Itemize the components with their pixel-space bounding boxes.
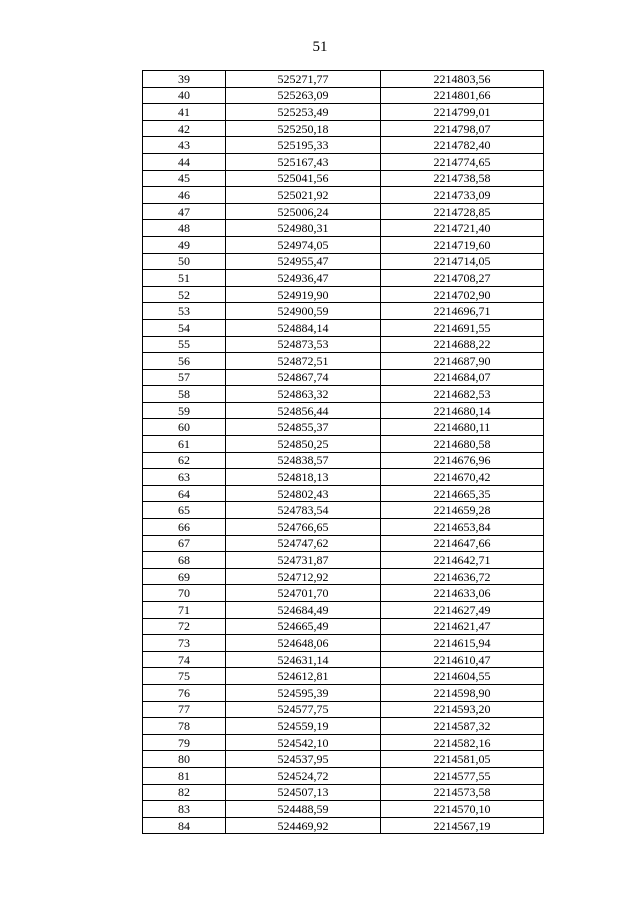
table-row bbox=[143, 386, 544, 403]
table-row bbox=[143, 502, 544, 519]
point-number-cell: 43 bbox=[143, 137, 226, 154]
point-number-cell: 66 bbox=[143, 519, 226, 536]
table-row bbox=[143, 651, 544, 668]
point-number-cell: 75 bbox=[143, 668, 226, 685]
y-coordinate-cell: 2214604,55 bbox=[381, 668, 544, 685]
y-coordinate-cell: 2214714,05 bbox=[381, 253, 544, 270]
y-coordinate-cell: 2214684,07 bbox=[381, 369, 544, 386]
y-coordinate-cell: 2214702,90 bbox=[381, 286, 544, 303]
y-coordinate-cell: 2214719,60 bbox=[381, 236, 544, 253]
y-coordinate-cell: 2214598,90 bbox=[381, 684, 544, 701]
y-coordinate-cell: 2214680,11 bbox=[381, 419, 544, 436]
point-number-cell: 49 bbox=[143, 236, 226, 253]
point-number-cell: 55 bbox=[143, 336, 226, 353]
point-number-cell: 46 bbox=[143, 187, 226, 204]
point-number-cell: 71 bbox=[143, 602, 226, 619]
x-coordinate-cell: 525253,49 bbox=[226, 104, 381, 121]
table-row bbox=[143, 767, 544, 784]
y-coordinate-cell: 2214587,32 bbox=[381, 718, 544, 735]
y-coordinate-cell: 2214782,40 bbox=[381, 137, 544, 154]
point-number-cell: 57 bbox=[143, 369, 226, 386]
table-row bbox=[143, 519, 544, 536]
table-row bbox=[143, 170, 544, 187]
point-number-cell: 59 bbox=[143, 402, 226, 419]
point-number-cell: 50 bbox=[143, 253, 226, 270]
table-row bbox=[143, 568, 544, 585]
table-row bbox=[143, 270, 544, 287]
x-coordinate-cell: 524980,31 bbox=[226, 220, 381, 237]
coordinates-table bbox=[142, 70, 544, 834]
page-number: 51 bbox=[312, 39, 328, 55]
x-coordinate-cell: 524524,72 bbox=[226, 767, 381, 784]
table-row bbox=[143, 718, 544, 735]
point-number-cell: 45 bbox=[143, 170, 226, 187]
y-coordinate-cell: 2214642,71 bbox=[381, 552, 544, 569]
table-row bbox=[143, 253, 544, 270]
point-number-cell: 60 bbox=[143, 419, 226, 436]
table-row bbox=[143, 220, 544, 237]
y-coordinate-cell: 2214680,14 bbox=[381, 402, 544, 419]
coordinates-table-body bbox=[143, 71, 544, 834]
y-coordinate-cell: 2214676,96 bbox=[381, 452, 544, 469]
y-coordinate-cell: 2214799,01 bbox=[381, 104, 544, 121]
x-coordinate-cell: 524867,74 bbox=[226, 369, 381, 386]
x-coordinate-cell: 524559,19 bbox=[226, 718, 381, 735]
x-coordinate-cell: 524631,14 bbox=[226, 651, 381, 668]
point-number-cell: 39 bbox=[143, 71, 226, 88]
table-row bbox=[143, 801, 544, 818]
table-row bbox=[143, 784, 544, 801]
point-number-cell: 77 bbox=[143, 701, 226, 718]
table-row bbox=[143, 319, 544, 336]
table-row bbox=[143, 751, 544, 768]
y-coordinate-cell: 2214801,66 bbox=[381, 87, 544, 104]
x-coordinate-cell: 524856,44 bbox=[226, 402, 381, 419]
table-row bbox=[143, 485, 544, 502]
point-number-cell: 40 bbox=[143, 87, 226, 104]
point-number-cell: 84 bbox=[143, 817, 226, 834]
x-coordinate-cell: 525167,43 bbox=[226, 153, 381, 170]
table-row bbox=[143, 668, 544, 685]
point-number-cell: 82 bbox=[143, 784, 226, 801]
x-coordinate-cell: 525263,09 bbox=[226, 87, 381, 104]
y-coordinate-cell: 2214774,65 bbox=[381, 153, 544, 170]
table-row bbox=[143, 701, 544, 718]
point-number-cell: 78 bbox=[143, 718, 226, 735]
point-number-cell: 83 bbox=[143, 801, 226, 818]
table-row bbox=[143, 635, 544, 652]
point-number-cell: 76 bbox=[143, 684, 226, 701]
point-number-cell: 64 bbox=[143, 485, 226, 502]
point-number-cell: 69 bbox=[143, 568, 226, 585]
y-coordinate-cell: 2214688,22 bbox=[381, 336, 544, 353]
point-number-cell: 58 bbox=[143, 386, 226, 403]
y-coordinate-cell: 2214581,05 bbox=[381, 751, 544, 768]
y-coordinate-cell: 2214733,09 bbox=[381, 187, 544, 204]
point-number-cell: 41 bbox=[143, 104, 226, 121]
point-number-cell: 79 bbox=[143, 734, 226, 751]
x-coordinate-cell: 524936,47 bbox=[226, 270, 381, 287]
x-coordinate-cell: 525006,24 bbox=[226, 203, 381, 220]
x-coordinate-cell: 524838,57 bbox=[226, 452, 381, 469]
table-row bbox=[143, 353, 544, 370]
y-coordinate-cell: 2214738,58 bbox=[381, 170, 544, 187]
table-row bbox=[143, 402, 544, 419]
x-coordinate-cell: 524884,14 bbox=[226, 319, 381, 336]
x-coordinate-cell: 524783,54 bbox=[226, 502, 381, 519]
x-coordinate-cell: 524873,53 bbox=[226, 336, 381, 353]
table-row bbox=[143, 618, 544, 635]
x-coordinate-cell: 524648,06 bbox=[226, 635, 381, 652]
x-coordinate-cell: 525271,77 bbox=[226, 71, 381, 88]
table-row bbox=[143, 684, 544, 701]
y-coordinate-cell: 2214615,94 bbox=[381, 635, 544, 652]
y-coordinate-cell: 2214728,85 bbox=[381, 203, 544, 220]
point-number-cell: 74 bbox=[143, 651, 226, 668]
point-number-cell: 56 bbox=[143, 353, 226, 370]
y-coordinate-cell: 2214573,58 bbox=[381, 784, 544, 801]
point-number-cell: 81 bbox=[143, 767, 226, 784]
table-row bbox=[143, 734, 544, 751]
x-coordinate-cell: 524731,87 bbox=[226, 552, 381, 569]
x-coordinate-cell: 524701,70 bbox=[226, 585, 381, 602]
y-coordinate-cell: 2214670,42 bbox=[381, 469, 544, 486]
table-row bbox=[143, 552, 544, 569]
table-row bbox=[143, 585, 544, 602]
x-coordinate-cell: 524612,81 bbox=[226, 668, 381, 685]
point-number-cell: 48 bbox=[143, 220, 226, 237]
point-number-cell: 47 bbox=[143, 203, 226, 220]
x-coordinate-cell: 524974,05 bbox=[226, 236, 381, 253]
y-coordinate-cell: 2214593,20 bbox=[381, 701, 544, 718]
y-coordinate-cell: 2214798,07 bbox=[381, 120, 544, 137]
x-coordinate-cell: 524665,49 bbox=[226, 618, 381, 635]
y-coordinate-cell: 2214687,90 bbox=[381, 353, 544, 370]
x-coordinate-cell: 525195,33 bbox=[226, 137, 381, 154]
table-row bbox=[143, 419, 544, 436]
y-coordinate-cell: 2214803,56 bbox=[381, 71, 544, 88]
x-coordinate-cell: 524855,37 bbox=[226, 419, 381, 436]
y-coordinate-cell: 2214653,84 bbox=[381, 519, 544, 536]
table-row bbox=[143, 336, 544, 353]
y-coordinate-cell: 2214636,72 bbox=[381, 568, 544, 585]
y-coordinate-cell: 2214610,47 bbox=[381, 651, 544, 668]
point-number-cell: 52 bbox=[143, 286, 226, 303]
table-row bbox=[143, 817, 544, 834]
point-number-cell: 61 bbox=[143, 436, 226, 453]
y-coordinate-cell: 2214691,55 bbox=[381, 319, 544, 336]
x-coordinate-cell: 524488,59 bbox=[226, 801, 381, 818]
y-coordinate-cell: 2214627,49 bbox=[381, 602, 544, 619]
table-row bbox=[143, 236, 544, 253]
y-coordinate-cell: 2214577,55 bbox=[381, 767, 544, 784]
point-number-cell: 67 bbox=[143, 535, 226, 552]
point-number-cell: 80 bbox=[143, 751, 226, 768]
table-row bbox=[143, 286, 544, 303]
point-number-cell: 51 bbox=[143, 270, 226, 287]
y-coordinate-cell: 2214647,66 bbox=[381, 535, 544, 552]
point-number-cell: 53 bbox=[143, 303, 226, 320]
table-row bbox=[143, 452, 544, 469]
table-row bbox=[143, 469, 544, 486]
y-coordinate-cell: 2214570,10 bbox=[381, 801, 544, 818]
y-coordinate-cell: 2214682,53 bbox=[381, 386, 544, 403]
x-coordinate-cell: 524766,65 bbox=[226, 519, 381, 536]
y-coordinate-cell: 2214665,35 bbox=[381, 485, 544, 502]
table-row bbox=[143, 369, 544, 386]
table-row bbox=[143, 87, 544, 104]
point-number-cell: 70 bbox=[143, 585, 226, 602]
table-row bbox=[143, 104, 544, 121]
x-coordinate-cell: 524818,13 bbox=[226, 469, 381, 486]
x-coordinate-cell: 524900,59 bbox=[226, 303, 381, 320]
table-row bbox=[143, 120, 544, 137]
y-coordinate-cell: 2214621,47 bbox=[381, 618, 544, 635]
table-row bbox=[143, 187, 544, 204]
x-coordinate-cell: 524537,95 bbox=[226, 751, 381, 768]
point-number-cell: 44 bbox=[143, 153, 226, 170]
point-number-cell: 73 bbox=[143, 635, 226, 652]
y-coordinate-cell: 2214696,71 bbox=[381, 303, 544, 320]
x-coordinate-cell: 525250,18 bbox=[226, 120, 381, 137]
x-coordinate-cell: 524872,51 bbox=[226, 353, 381, 370]
y-coordinate-cell: 2214708,27 bbox=[381, 270, 544, 287]
x-coordinate-cell: 525021,92 bbox=[226, 187, 381, 204]
point-number-cell: 68 bbox=[143, 552, 226, 569]
x-coordinate-cell: 524747,62 bbox=[226, 535, 381, 552]
y-coordinate-cell: 2214659,28 bbox=[381, 502, 544, 519]
table-row bbox=[143, 436, 544, 453]
y-coordinate-cell: 2214582,16 bbox=[381, 734, 544, 751]
x-coordinate-cell: 524542,10 bbox=[226, 734, 381, 751]
point-number-cell: 63 bbox=[143, 469, 226, 486]
point-number-cell: 62 bbox=[143, 452, 226, 469]
x-coordinate-cell: 524802,43 bbox=[226, 485, 381, 502]
table-row bbox=[143, 137, 544, 154]
table-row bbox=[143, 535, 544, 552]
table-row bbox=[143, 602, 544, 619]
table-row bbox=[143, 303, 544, 320]
point-number-cell: 42 bbox=[143, 120, 226, 137]
x-coordinate-cell: 524850,25 bbox=[226, 436, 381, 453]
point-number-cell: 65 bbox=[143, 502, 226, 519]
x-coordinate-cell: 525041,56 bbox=[226, 170, 381, 187]
x-coordinate-cell: 524863,32 bbox=[226, 386, 381, 403]
x-coordinate-cell: 524507,13 bbox=[226, 784, 381, 801]
point-number-cell: 72 bbox=[143, 618, 226, 635]
x-coordinate-cell: 524712,92 bbox=[226, 568, 381, 585]
x-coordinate-cell: 524684,49 bbox=[226, 602, 381, 619]
table-row bbox=[143, 153, 544, 170]
x-coordinate-cell: 524469,92 bbox=[226, 817, 381, 834]
x-coordinate-cell: 524595,39 bbox=[226, 684, 381, 701]
table-row bbox=[143, 203, 544, 220]
y-coordinate-cell: 2214680,58 bbox=[381, 436, 544, 453]
x-coordinate-cell: 524577,75 bbox=[226, 701, 381, 718]
x-coordinate-cell: 524919,90 bbox=[226, 286, 381, 303]
y-coordinate-cell: 2214633,06 bbox=[381, 585, 544, 602]
y-coordinate-cell: 2214721,40 bbox=[381, 220, 544, 237]
x-coordinate-cell: 524955,47 bbox=[226, 253, 381, 270]
point-number-cell: 54 bbox=[143, 319, 226, 336]
table-row bbox=[143, 71, 544, 88]
y-coordinate-cell: 2214567,19 bbox=[381, 817, 544, 834]
